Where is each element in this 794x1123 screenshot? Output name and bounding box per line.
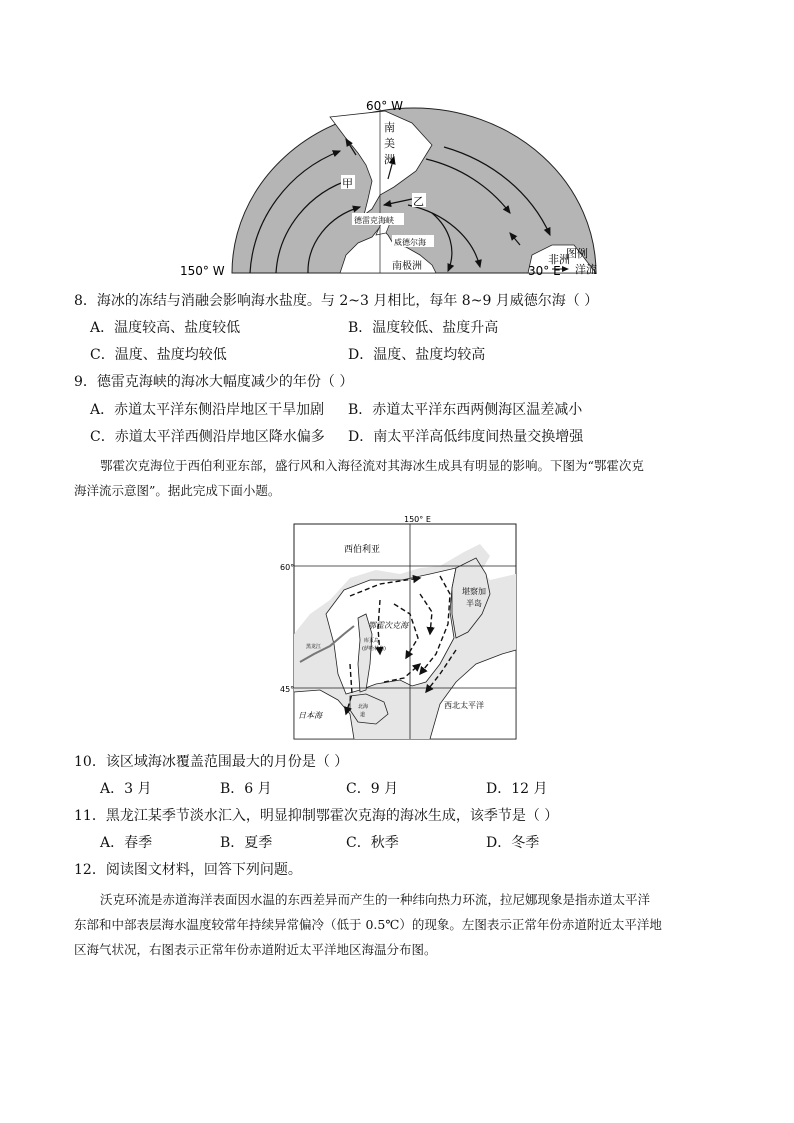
label-okhotsk: 鄂霍次克海: [368, 621, 408, 630]
label-sakhalin-2: (萨哈林岛): [362, 646, 386, 652]
legend-item: 洋流: [575, 263, 597, 276]
question-9-option-c[interactable]: C．赤道太平洋西侧沿岸地区降水偏多: [90, 429, 325, 445]
question-10-stem: 10．该区域海冰覆盖范围最大的月份是（ ）: [74, 754, 349, 770]
question-11-option-b[interactable]: B．夏季: [220, 835, 273, 851]
label-kamchatka-1: 堪察加: [462, 587, 486, 596]
lon-top-label: 60° W: [366, 99, 403, 113]
q12-line-2: 东部和中部表层海水温度较常年持续异常偏冷（低于 0.5℃）的现象。左图表示正常年份赤道附近太平洋地: [74, 917, 662, 932]
intro-line-1: 鄂霍次克海位于西伯利亚东部，盛行风和入海径流对其海冰生成具有明显的影响。下图为“鄂霍次克: [100, 458, 644, 473]
label-heilong: 黑龙江: [306, 644, 322, 650]
question-10-option-d[interactable]: D．12 月: [486, 781, 548, 797]
question-8-option-c[interactable]: C．温度、盐度均较低: [90, 347, 227, 363]
legend-title: 图例: [566, 247, 588, 260]
okhotsk-current-map: [280, 514, 520, 742]
walker-circulation-material: [74, 887, 734, 962]
question-10-option-c[interactable]: C．9 月: [346, 781, 399, 797]
lon-150e-label: 150° E: [404, 515, 431, 524]
lat-60-label: 60°: [280, 563, 295, 572]
label-jia: 甲: [342, 177, 353, 190]
intro-line-2: 海洋流示意图”。据此完成下面小题。: [74, 483, 281, 498]
question-11-option-d[interactable]: D．冬季: [486, 835, 540, 851]
question-9-option-a[interactable]: A．赤道太平洋东侧沿岸地区干旱加剧: [90, 402, 325, 418]
label-antarctica: 南极洲: [392, 261, 422, 272]
question-9-stem: 9．德雷克海峡的海冰大幅度减少的年份（ ）: [74, 374, 354, 390]
label-sakhalin-1: 库页岛: [364, 638, 380, 644]
label-hokkaido-2: 道: [360, 712, 366, 718]
label-yi: 乙: [413, 195, 424, 208]
label-drake: 德雷克海峡: [354, 216, 394, 225]
label-hokkaido-1: 北海: [358, 704, 369, 710]
question-8-option-b[interactable]: B．温度较低、盐度升高: [348, 320, 499, 336]
question-9-option-d[interactable]: D．南太平洋高低纬度间热量交换增强: [348, 429, 584, 445]
question-8-stem: 8．海冰的冻结与消融会影响海水盐度。与 2~3 月相比，每年 8~9 月威德尔海（ ）: [74, 293, 599, 309]
question-10-option-b[interactable]: B．6 月: [220, 781, 272, 797]
question-8-option-d[interactable]: D．温度、盐度均较高: [348, 347, 486, 363]
question-11-stem: 11．黑龙江某季节淡水汇入，明显抑制鄂霍次克海的海冰生成，该季节是（ ）: [74, 808, 559, 824]
q12-line-3: 区海气状况，右图表示正常年份赤道附近太平洋地区海温分布图。: [74, 942, 437, 957]
label-africa: 非洲: [548, 253, 570, 266]
okhotsk-intro: [74, 453, 734, 503]
question-12-stem: 12．阅读图文材料，回答下列问题。: [74, 862, 302, 878]
lat-45-label: 45°: [280, 685, 295, 694]
question-10-option-a[interactable]: A．3 月: [100, 781, 152, 797]
lon-left-label: 150° W: [180, 264, 225, 278]
question-8-option-a[interactable]: A．温度较高、盐度较低: [90, 320, 241, 336]
label-nw-pacific: 西北太平洋: [444, 701, 484, 710]
label-weddell: 威德尔海: [394, 238, 426, 247]
question-11-option-a[interactable]: A．春季: [100, 835, 153, 851]
label-siberia: 西伯利亚: [344, 545, 381, 555]
q12-line-1: 沃克环流是赤道海洋表面因水温的东西差异而产生的一种纬向热力环流，拉尼娜现象是指赤道太平洋: [100, 892, 651, 907]
question-9-option-b[interactable]: B．赤道太平洋东西两侧海区温差减小: [348, 402, 583, 418]
label-japan-sea: 日本海: [298, 711, 322, 720]
lon-right-label: 30° E: [528, 264, 561, 278]
question-11-option-c[interactable]: C．秋季: [346, 835, 399, 851]
label-kamchatka-2: 半岛: [466, 599, 482, 608]
southern-ocean-current-map: [180, 95, 620, 280]
label-south-america: 南美洲: [384, 121, 395, 166]
